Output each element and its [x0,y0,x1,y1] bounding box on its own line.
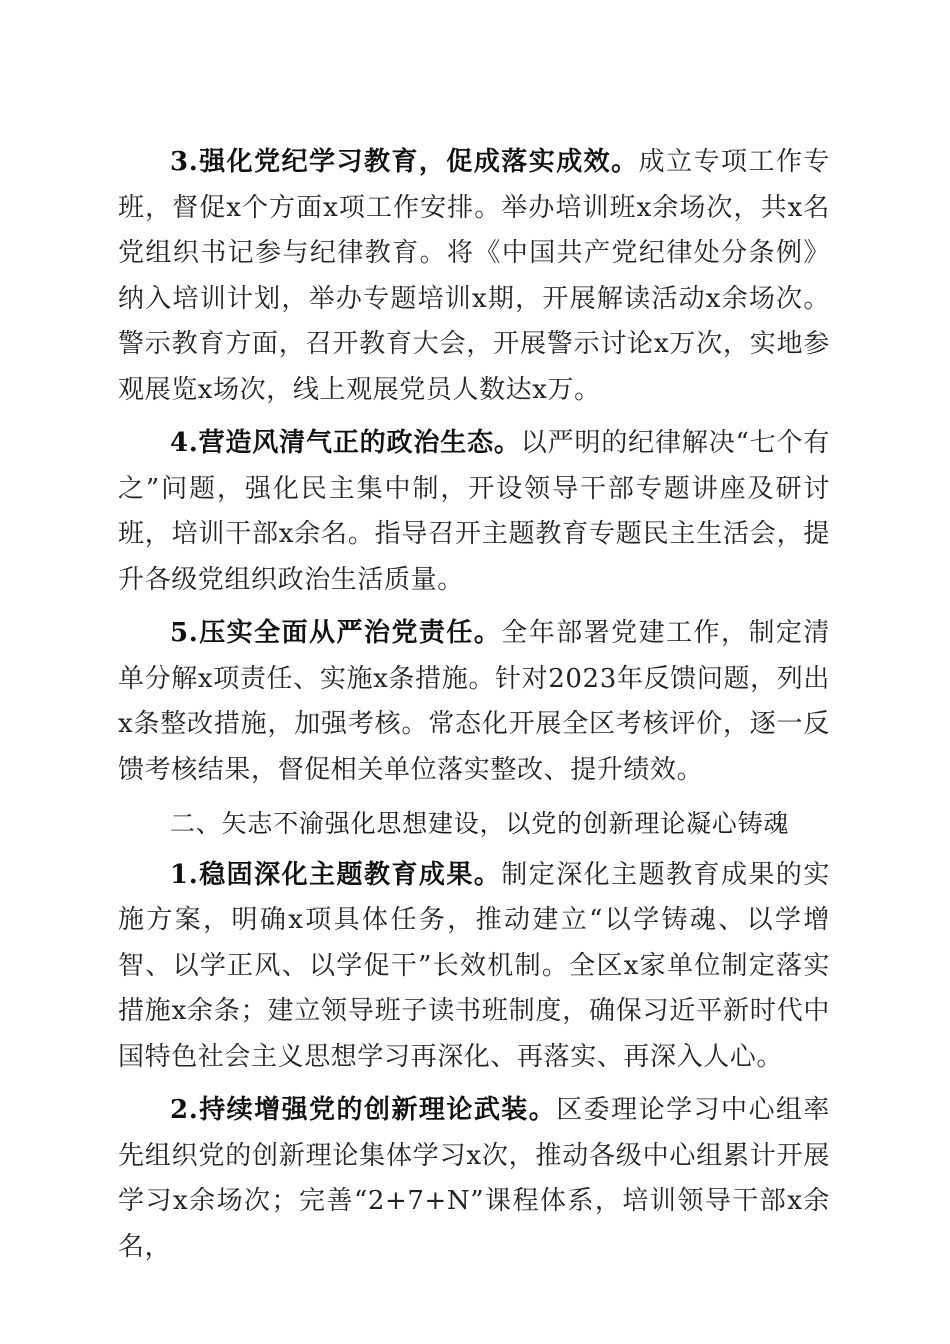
section-heading: 二、矢志不渝强化思想建设，以党的创新理论凝心铸魂 [170,809,790,838]
section-paragraph-1-lead: 1.稳固深化主题教育成果。 [170,859,502,890]
paragraph-5-lead: 5.压实全面从严治党责任。 [170,618,502,648]
paragraph-3 [118,140,830,413]
section-paragraph-1 [118,853,830,1081]
paragraph-5 [118,611,830,793]
section-paragraph-2 [118,1088,830,1270]
section-paragraph-2-lead: 2.持续增强党的创新理论武装。 [170,1095,557,1125]
paragraph-4-body: 以严明的纪律解决“七个有之”问题，强化民主集中制，开设领导干部专题讲座及研讨班，培训干部x余名。指导召开主题教育专题民主生活会，提升各级党组织政治生活质量。 [118,428,831,595]
paragraph-3-lead: 3.强化党纪学习教育，促成落实成效。 [170,147,639,177]
paragraph-3-body: 成立专项工作专班，督促x个方面x项工作安排。举办培训班x余场次，共x名党组织书记参与纪律教育。将《中国共产党纪律处分条例》纳入培训计划，举办专题培训x期，开展解读活动x余场次。警示教育方面，召开教育大会，开展警示讨论x万次，实地参观展览x场次，线上观展党员人数达x万。 [118,147,831,405]
paragraph-4 [118,421,830,603]
section-paragraph-1-body: 制定深化主题教育成果的实施方案，明确x项具体任务，推动建立“以学铸魂、以学增智、以学正风、以学促干”长效机制。全区x家单位制定落实措施x余条；建立领导班子读书班制度，确保习近平新时代中国特色社会主义思想学习再深化、再落实、再深入人心。 [118,859,830,1072]
paragraph-4-lead: 4.营造风清气正的政治生态。 [170,428,521,458]
document-page [118,140,830,1278]
section-paragraph-2-body: 区委理论学习中心组率先组织党的创新理论集体学习x次，推动各级中心组累计开展学习x余场次；完善“2+7+N”课程体系，培训领导干部x余名， [118,1095,830,1262]
paragraph-5-body: 全年部署党建工作，制定清单分解x项责任、实施x条措施。针对2023年反馈问题，列出x条整改措施，加强考核。常态化开展全区考核评价，逐一反馈考核结果，督促相关单位落实整改、提升绩效。 [118,618,830,785]
